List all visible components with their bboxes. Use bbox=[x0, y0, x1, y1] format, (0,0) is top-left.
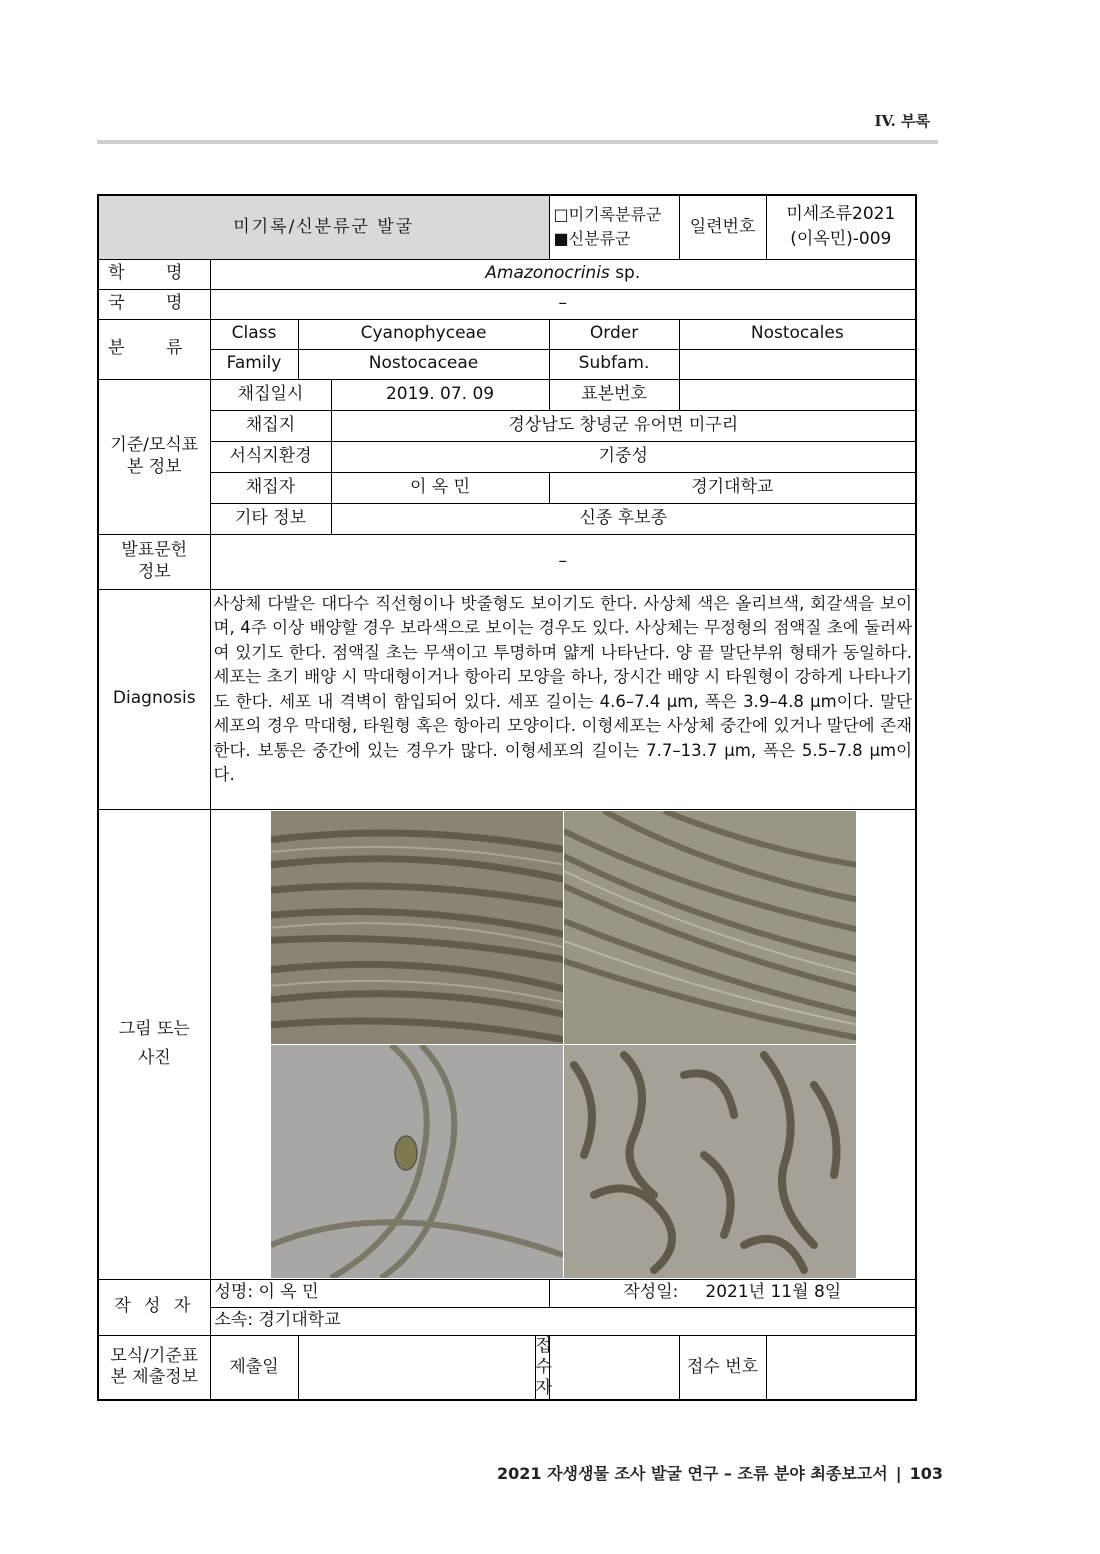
habitat-label: 서식지환경 bbox=[210, 441, 331, 472]
subfam-value bbox=[679, 349, 916, 379]
author-name: 성명: 이 옥 민 bbox=[210, 1279, 549, 1307]
family-value: Nostocaceae bbox=[298, 349, 549, 379]
author-date-label: 작성일: bbox=[623, 1282, 679, 1303]
publication-value: – bbox=[210, 534, 916, 589]
collection-date-label: 채집일시 bbox=[210, 379, 331, 410]
submit-date-label: 제출일 bbox=[210, 1335, 298, 1400]
specimen-number-value bbox=[679, 379, 916, 410]
scientific-name-value bbox=[210, 259, 916, 289]
receipt-number-value bbox=[766, 1335, 916, 1400]
collection-site-value: 경상남도 창녕군 유어면 미구리 bbox=[331, 410, 916, 441]
figure-label: 그림 또는 사진 bbox=[98, 809, 210, 1279]
footer-title: 2021 자생생물 조사 발굴 연구 – 조류 분야 최종보고서 bbox=[496, 1464, 888, 1483]
collection-date-value: 2019. 07. 09 bbox=[331, 379, 549, 410]
classification-label: 분 류 bbox=[98, 319, 210, 379]
page-number: 103 bbox=[909, 1464, 943, 1483]
receiver-label: 접수자 bbox=[535, 1335, 549, 1400]
collection-site-label: 채집지 bbox=[210, 410, 331, 441]
korean-name-value: – bbox=[210, 289, 916, 319]
publication-label: 발표문헌 정보 bbox=[98, 534, 210, 589]
habitat-value: 기중성 bbox=[331, 441, 916, 472]
author-label: 작 성 자 bbox=[98, 1279, 210, 1335]
serial-label: 일련번호 bbox=[679, 195, 766, 259]
other-info-value: 신종 후보종 bbox=[331, 503, 916, 534]
specimen-number-label: 표본번호 bbox=[549, 379, 679, 410]
genus-name: Amazonocrinis bbox=[485, 263, 610, 284]
header-rule bbox=[97, 140, 938, 144]
micrograph-4 bbox=[564, 1045, 856, 1278]
scientific-name-label: 학 명 bbox=[98, 259, 210, 289]
specimen-info-label: 기준/모식표 본 정보 bbox=[98, 379, 210, 534]
korean-name-label: 국 명 bbox=[98, 289, 210, 319]
section-header: IV. 부록 bbox=[874, 112, 930, 130]
micrograph-2 bbox=[564, 811, 856, 1044]
record-sheet bbox=[97, 194, 917, 1401]
class-label: Class bbox=[210, 319, 298, 349]
receipt-number-label: 접수 번호 bbox=[679, 1335, 766, 1400]
category-options bbox=[549, 195, 679, 259]
family-label: Family bbox=[210, 349, 298, 379]
diagnosis-text: 사상체 다발은 대다수 직선형이나 밧줄형도 보이기도 한다. 사상체 색은 올리브색, 회갈색을 보이며, 4주 이상 배양할 경우 보라색으로 보이는 경우도 있다. 사상체는 무정형의 점액질 초에 둘러싸여 있기도 한다. 점액질 초는 무색이고 투명하며 얇게 나타난다. 양 끝 말단부위 형태가 동일하다. 세포는 초기 배양 시 막대형이거나 항아리 모양을 하나, 장시간 배양 시 타원형이 강하게 나타나기도 한다. 세포 내 격벽이 함입되어 있다. 세포 길이는 4.6–7.4 μm, 폭은 3.9–4.8 μm이다. 말단세포의 경우 막대형, 타원형 혹은 항아리 모양이다. 이형세포는 사상체 중간에 있거나 말단에 존재한다. 보통은 중간에 있는 경우가 많다. 이형세포의 길이는 7.7–13.7 μm, 폭은 5.5–7.8 μm이다. bbox=[210, 589, 916, 809]
figure-cell bbox=[210, 809, 916, 1279]
submit-date-value bbox=[298, 1335, 535, 1400]
form-title: 미기록/신분류군 발굴 bbox=[98, 195, 549, 259]
serial-value-line2: (이옥민)-009 bbox=[790, 229, 892, 250]
micrograph-grid bbox=[271, 811, 856, 1277]
author-date bbox=[549, 1279, 916, 1307]
class-value: Cyanophyceae bbox=[298, 319, 549, 349]
page-footer bbox=[497, 1461, 943, 1484]
collector-value: 이 옥 민 bbox=[331, 472, 549, 503]
order-label: Order bbox=[549, 319, 679, 349]
subfam-label: Subfam. bbox=[549, 349, 679, 379]
micrograph-3 bbox=[271, 1045, 563, 1278]
serial-value bbox=[766, 195, 916, 259]
author-date-value: 2021년 11월 8일 bbox=[705, 1282, 842, 1303]
option-new-taxon: ■신분류군 bbox=[553, 229, 631, 249]
option-unrecorded: □미기록분류군 bbox=[553, 205, 662, 225]
other-info-label: 기타 정보 bbox=[210, 503, 331, 534]
micrograph-1 bbox=[271, 811, 563, 1044]
collector-affiliation: 경기대학교 bbox=[549, 472, 916, 503]
order-value: Nostocales bbox=[679, 319, 916, 349]
collector-label: 채집자 bbox=[210, 472, 331, 503]
footer-divider: | bbox=[895, 1464, 902, 1483]
submission-label: 모식/기준표 본 제출정보 bbox=[98, 1335, 210, 1400]
receiver-value bbox=[549, 1335, 679, 1400]
diagnosis-label: Diagnosis bbox=[98, 589, 210, 809]
species-suffix: sp. bbox=[609, 263, 641, 284]
author-affiliation: 소속: 경기대학교 bbox=[210, 1307, 916, 1335]
serial-value-line1: 미세조류2021 bbox=[786, 203, 896, 224]
